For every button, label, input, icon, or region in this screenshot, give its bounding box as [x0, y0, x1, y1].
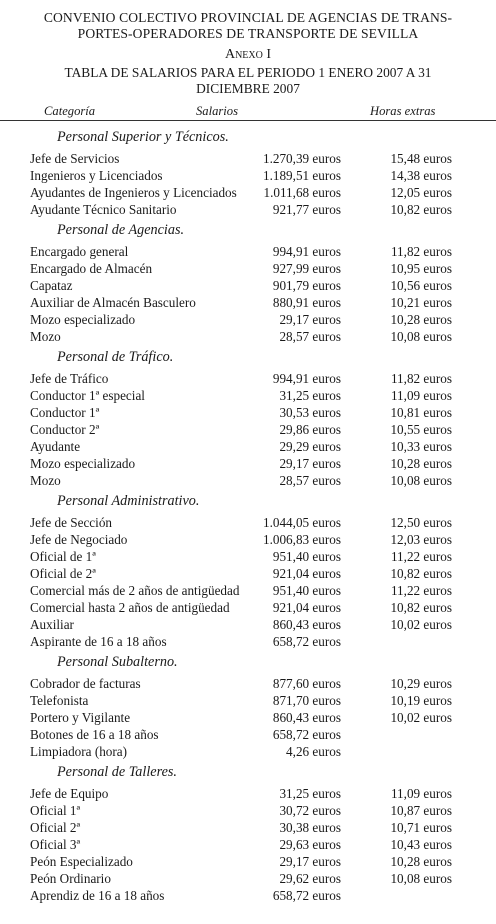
salary-cell: 30,72 euros — [279, 803, 341, 818]
category-cell: Auxiliar — [30, 617, 74, 632]
table-section — [0, 129, 496, 218]
salary-cell: 31,25 euros — [279, 388, 341, 403]
category-cell: Oficial 1ª — [30, 803, 81, 818]
salary-cell: 994,91 euros — [272, 371, 341, 386]
salary-cell: 29,17 euros — [279, 456, 341, 471]
salary-cell: 877,60 euros — [272, 676, 341, 691]
category-cell: Limpiadora (hora) — [30, 744, 128, 759]
table-row — [0, 311, 496, 328]
category-cell: Auxiliar de Almacén Basculero — [30, 295, 196, 310]
salary-cell: 860,43 euros — [272, 617, 341, 632]
category-cell: Conductor 2ª — [30, 422, 100, 437]
category-cell: Ayudante Técnico Sanitario — [30, 202, 177, 217]
category-cell: Telefonista — [30, 693, 89, 708]
category-cell: Conductor 1ª — [30, 405, 100, 420]
category-cell: Aprendiz de 16 a 18 años — [30, 888, 165, 903]
table-subtitle — [0, 65, 496, 97]
salary-cell: 1.044,05 euros — [262, 515, 341, 530]
salary-cell: 658,72 euros — [272, 888, 341, 903]
category-cell: Capataz — [30, 278, 73, 293]
extra-hours-cell: 11,09 euros — [390, 388, 452, 403]
salary-cell: 1.270,39 euros — [262, 151, 341, 166]
table-row — [0, 548, 496, 565]
extra-hours-cell: 10,08 euros — [390, 329, 452, 344]
salary-cell: 1.189,51 euros — [262, 168, 341, 183]
salary-cell: 29,62 euros — [279, 871, 341, 886]
table-row — [0, 150, 496, 167]
section-title: Personal Subalterno. — [57, 654, 178, 670]
extra-hours-cell: 10,33 euros — [390, 439, 452, 454]
salary-cell: 994,91 euros — [272, 244, 341, 259]
category-cell: Oficial de 1ª — [30, 549, 96, 564]
extra-hours-cell: 10,82 euros — [390, 202, 452, 217]
table-row — [0, 201, 496, 218]
salary-cell: 860,43 euros — [272, 710, 341, 725]
table-row — [0, 167, 496, 184]
table-row — [0, 599, 496, 616]
category-cell: Jefe de Tráfico — [30, 371, 109, 386]
extra-hours-cell: 10,02 euros — [390, 617, 452, 632]
salary-cell: 30,38 euros — [279, 820, 341, 835]
salary-cell: 29,17 euros — [279, 854, 341, 869]
table-row — [0, 438, 496, 455]
salary-cell: 1.006,83 euros — [262, 532, 341, 547]
table-row — [0, 675, 496, 692]
column-header-salary: Salarios — [196, 104, 238, 118]
annex-heading: Anexo I — [224, 47, 272, 62]
extra-hours-cell: 10,56 euros — [390, 278, 452, 293]
salary-cell: 29,86 euros — [279, 422, 341, 437]
table-row — [0, 514, 496, 531]
category-cell: Jefe de Servicios — [30, 151, 120, 166]
extra-hours-cell: 15,48 euros — [390, 151, 452, 166]
section-title: Personal Superior y Técnicos. — [57, 129, 229, 145]
table-row — [0, 819, 496, 836]
extra-hours-cell: 10,82 euros — [390, 600, 452, 615]
table-row — [0, 870, 496, 887]
category-cell: Peón Ordinario — [30, 871, 111, 886]
salary-cell: 880,91 euros — [272, 295, 341, 310]
table-column-headers — [0, 102, 496, 121]
category-cell: Ingenieros y Licenciados — [30, 168, 163, 183]
extra-hours-cell: 12,50 euros — [390, 515, 452, 530]
table-row — [0, 887, 496, 904]
salary-cell: 29,63 euros — [279, 837, 341, 852]
category-cell: Jefe de Equipo — [30, 786, 109, 801]
extra-hours-cell: 10,43 euros — [390, 837, 452, 852]
category-cell: Mozo — [30, 329, 61, 344]
document-title — [0, 0, 496, 42]
salary-cell: 901,79 euros — [272, 278, 341, 293]
section-title: Personal de Talleres. — [57, 764, 177, 780]
extra-hours-cell: 10,82 euros — [390, 566, 452, 581]
category-cell: Conductor 1ª especial — [30, 388, 145, 403]
salary-cell: 29,29 euros — [279, 439, 341, 454]
table-row — [0, 260, 496, 277]
table-row — [0, 404, 496, 421]
category-cell: Botones de 16 a 18 años — [30, 727, 159, 742]
extra-hours-cell: 10,95 euros — [390, 261, 452, 276]
table-row — [0, 692, 496, 709]
section-title: Personal de Tráfico. — [57, 349, 174, 365]
table-row — [0, 582, 496, 599]
extra-hours-cell: 12,05 euros — [390, 185, 452, 200]
salary-cell: 921,04 euros — [272, 600, 341, 615]
category-cell: Oficial de 2ª — [30, 566, 96, 581]
salary-cell: 951,40 euros — [272, 549, 341, 564]
category-cell: Portero y Vigilante — [30, 710, 131, 725]
extra-hours-cell: 10,71 euros — [390, 820, 452, 835]
category-cell: Jefe de Sección — [30, 515, 113, 530]
column-header-category: Categoría — [44, 104, 96, 118]
extra-hours-cell: 10,87 euros — [390, 803, 452, 818]
title-line-1: CONVENIO COLECTIVO PROVINCIAL DE AGENCIAS DE TRANS- — [43, 10, 453, 25]
extra-hours-cell: 10,29 euros — [390, 676, 452, 691]
extra-hours-cell: 11,82 euros — [390, 371, 452, 386]
extra-hours-cell: 10,21 euros — [390, 295, 452, 310]
salary-cell: 28,57 euros — [279, 473, 341, 488]
table-row — [0, 836, 496, 853]
category-cell: Mozo — [30, 473, 61, 488]
salary-table — [0, 129, 496, 904]
extra-hours-cell: 12,03 euros — [390, 532, 452, 547]
table-row — [0, 184, 496, 201]
salary-cell: 871,70 euros — [272, 693, 341, 708]
category-cell: Oficial 2ª — [30, 820, 81, 835]
table-section — [0, 654, 496, 760]
salary-cell: 921,04 euros — [272, 566, 341, 581]
table-row — [0, 455, 496, 472]
table-section — [0, 349, 496, 489]
table-row — [0, 531, 496, 548]
extra-hours-cell: 10,28 euros — [390, 312, 452, 327]
extra-hours-cell: 10,08 euros — [390, 871, 452, 886]
salary-cell: 927,99 euros — [272, 261, 341, 276]
salary-cell: 31,25 euros — [279, 786, 341, 801]
title-line-2: PORTES-OPERADORES DE TRANSPORTE DE SEVILLA — [77, 26, 419, 41]
category-cell: Peón Especializado — [30, 854, 133, 869]
table-row — [0, 370, 496, 387]
category-cell: Mozo especializado — [30, 456, 136, 471]
extra-hours-cell: 10,55 euros — [390, 422, 452, 437]
extra-hours-cell: 10,81 euros — [390, 405, 452, 420]
section-title: Personal de Agencias. — [57, 222, 185, 238]
table-section — [0, 222, 496, 345]
extra-hours-cell: 11,22 euros — [390, 549, 452, 564]
category-cell: Ayudantes de Ingenieros y Licenciados — [30, 185, 237, 200]
extra-hours-cell: 10,28 euros — [390, 456, 452, 471]
extra-hours-cell: 10,19 euros — [390, 693, 452, 708]
extra-hours-cell: 14,38 euros — [390, 168, 452, 183]
category-cell: Comercial hasta 2 años de antigüedad — [30, 600, 230, 615]
category-cell: Mozo especializado — [30, 312, 136, 327]
table-row — [0, 785, 496, 802]
table-row — [0, 294, 496, 311]
category-cell: Encargado de Almacén — [30, 261, 153, 276]
category-cell: Encargado general — [30, 244, 129, 259]
table-row — [0, 853, 496, 870]
table-row — [0, 387, 496, 404]
subtitle-line-2: DICIEMBRE 2007 — [196, 81, 300, 96]
table-row — [0, 616, 496, 633]
table-row — [0, 277, 496, 294]
table-section — [0, 493, 496, 650]
table-section — [0, 764, 496, 904]
salary-cell: 29,17 euros — [279, 312, 341, 327]
table-row — [0, 633, 496, 650]
extra-hours-cell: 10,28 euros — [390, 854, 452, 869]
salary-cell: 951,40 euros — [272, 583, 341, 598]
salary-cell: 658,72 euros — [272, 634, 341, 649]
salary-cell: 1.011,68 euros — [263, 185, 341, 200]
column-header-extra-hours: Horas extras — [370, 104, 436, 118]
category-cell: Aspirante de 16 a 18 años — [30, 634, 167, 649]
category-cell: Jefe de Negociado — [30, 532, 128, 547]
salary-cell: 4,26 euros — [286, 744, 341, 759]
extra-hours-cell: 10,08 euros — [390, 473, 452, 488]
table-row — [0, 802, 496, 819]
category-cell: Ayudante — [30, 439, 81, 454]
table-row — [0, 565, 496, 582]
table-row — [0, 726, 496, 743]
table-row — [0, 243, 496, 260]
salary-cell: 30,53 euros — [279, 405, 341, 420]
salary-cell: 28,57 euros — [279, 329, 341, 344]
category-cell: Oficial 3ª — [30, 837, 81, 852]
subtitle-line-1: TABLA DE SALARIOS PARA EL PERIODO 1 ENERO 2007 A 31 — [64, 65, 432, 80]
extra-hours-cell: 11,22 euros — [390, 583, 452, 598]
extra-hours-cell: 10,02 euros — [390, 710, 452, 725]
table-row — [0, 743, 496, 760]
table-row — [0, 328, 496, 345]
category-cell: Cobrador de facturas — [30, 676, 141, 691]
section-title: Personal Administrativo. — [57, 493, 200, 509]
extra-hours-cell: 11,09 euros — [390, 786, 452, 801]
table-row — [0, 709, 496, 726]
category-cell: Comercial más de 2 años de antigüedad — [30, 583, 240, 598]
table-row — [0, 472, 496, 489]
salary-cell: 921,77 euros — [272, 202, 341, 217]
salary-cell: 658,72 euros — [272, 727, 341, 742]
table-row — [0, 421, 496, 438]
extra-hours-cell: 11,82 euros — [390, 244, 452, 259]
